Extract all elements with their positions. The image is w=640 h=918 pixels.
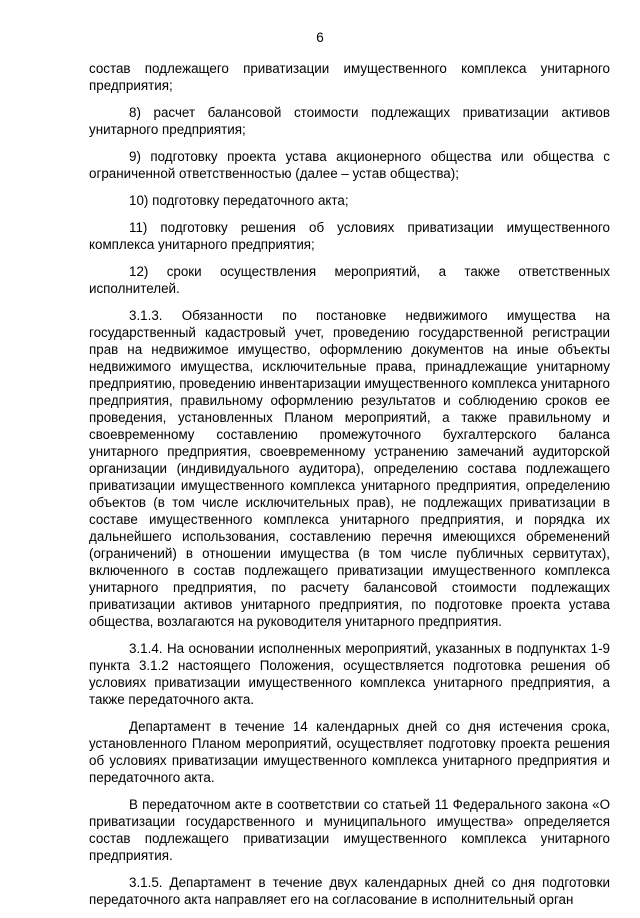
paragraph-3-1-5: 3.1.5. Департамент в течение двух календарных дней со дня подготовки передаточного акта направляет его на согласование в исполнительный орган bbox=[89, 875, 610, 907]
page-number: 6 bbox=[316, 30, 324, 45]
paragraph-item-9: 9) подготовку проекта устава акционерного общества или общества с ограниченной ответственностью (далее – устав общества); bbox=[89, 149, 610, 181]
paragraph-3-1-4: 3.1.4. На основании исполненных мероприятий, указанных в подпунктах 1-9 пункта 3.1.2 настоящего Положения, осуществляется подготовка решения об условиях приватизации имущественного комплекса унитарного предприятия, а также передаточного акта. bbox=[89, 641, 610, 707]
paragraph-3-1-3: 3.1.3. Обязанности по постановке недвижимого имущества на государственный кадастровый учет, проведению государственной регистрации прав на недвижимое имущество, оформлению документов на иные объекты недвижимого имущества, исключительные права, принадлежащие унитарному предприятию, проведению инвентаризации имущественного комплекса унитарного предприятия, правильному оформлению результатов и соблюдению сроков ее проведения, установленных Планом мероприятий, а также правильному и своевременному составлению промежуточного бухгалтерского баланса унитарного предприятия, своевременному устранению замечаний аудиторской организации (индивидуального аудитора), определению состава подлежащего приватизации имущественного комплекса унитарного предприятия, определению объектов (в том числе исключительных прав), не подлежащих приватизации в составе имущественного комплекса унитарного предприятия, и порядка их дальнейшего использования, составлению перечня имеющихся обременений (ограничений) в отношении имущества (в том числе публичных сервитутах), включенного в состав подлежащего приватизации имущественного комплекса унитарного предприятия, по расчету балансовой стоимости подлежащих приватизации активов унитарного предприятия, по подготовке проекта устава общества, возлагаются на руководителя унитарного предприятия. bbox=[89, 308, 610, 629]
paragraph-item-10: 10) подготовку передаточного акта; bbox=[129, 193, 349, 208]
paragraph-item-8: 8) расчет балансовой стоимости подлежащих приватизации активов унитарного предприятия; bbox=[89, 105, 610, 137]
paragraph-item-12: 12) сроки осуществления мероприятий, а также ответственных исполнителей. bbox=[89, 264, 610, 296]
paragraph-continuation: состав подлежащего приватизации имущественного комплекса унитарного предприятия; bbox=[89, 61, 610, 93]
paragraph-department-deadline: Департамент в течение 14 календарных дней со дня истечения срока, установленного Планом мероприятий, осуществляет подготовку проекта решения об условиях приватизации имущественного комплекса унитарного предприятия и передаточного акта. bbox=[89, 719, 610, 785]
paragraph-item-11: 11) подготовку решения об условиях приватизации имущественного комплекса унитарного предприятия; bbox=[89, 220, 610, 252]
paragraph-transfer-act: В передаточном акте в соответствии со статьей 11 Федерального закона «О приватизации государственного и муниципального имущества» определяется состав подлежащего приватизации имущественного комплекса унитарного предприятия. bbox=[89, 797, 610, 863]
document-body bbox=[89, 60, 610, 918]
